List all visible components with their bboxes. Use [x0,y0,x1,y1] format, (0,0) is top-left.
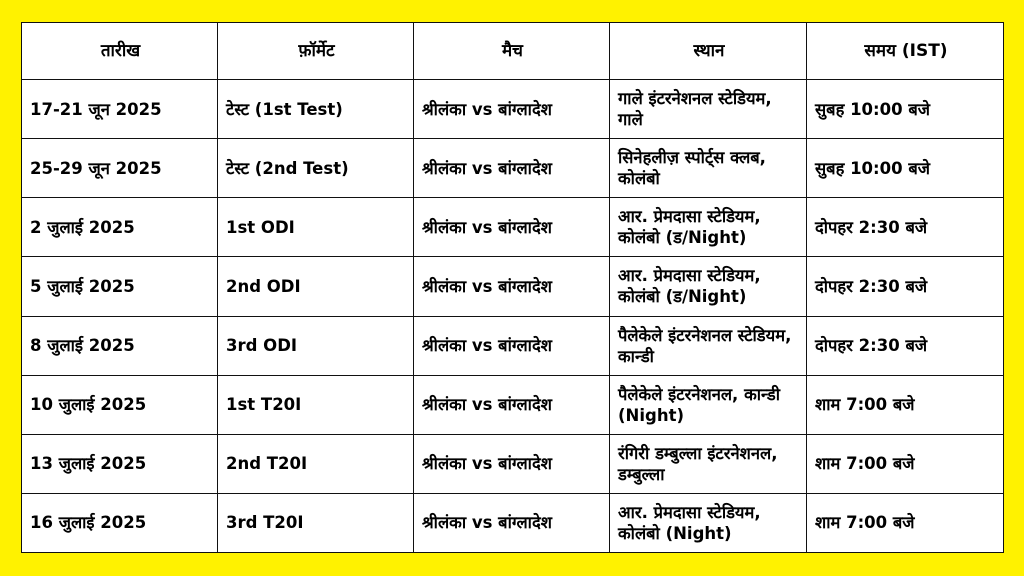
header-match: मैच [414,23,610,80]
cell-venue: गाले इंटरनेशनल स्टेडियम, गाले [610,80,807,139]
cell-date: 16 जुलाई 2025 [22,493,218,552]
cell-venue: पैलेकेले इंटरनेशनल स्टेडियम, कान्डी [610,316,807,375]
cell-venue: आर. प्रेमदासा स्टेडियम, कोलंबो (ड/Night) [610,198,807,257]
cell-format: 2nd ODI [218,257,414,316]
cell-match: श्रीलंका vs बांग्लादेश [414,257,610,316]
cell-venue: आर. प्रेमदासा स्टेडियम, कोलंबो (Night) [610,493,807,552]
header-format: फ़ॉर्मेट [218,23,414,80]
header-venue: स्थान [610,23,807,80]
cell-date: 10 जुलाई 2025 [22,375,218,434]
cell-match: श्रीलंका vs बांग्लादेश [414,434,610,493]
cell-match: श्रीलंका vs बांग्लादेश [414,316,610,375]
table-row [22,198,1004,257]
table-row [22,434,1004,493]
cell-format: 3rd T20I [218,493,414,552]
cell-venue: सिनेहलीज़ स्पोर्ट्स क्लब, कोलंबो [610,139,807,198]
cell-time: सुबह 10:00 बजे [807,139,1004,198]
table-row [22,80,1004,139]
cell-format: 1st ODI [218,198,414,257]
cell-format: 1st T20I [218,375,414,434]
cell-format: टेस्ट (1st Test) [218,80,414,139]
cell-date: 8 जुलाई 2025 [22,316,218,375]
cell-match: श्रीलंका vs बांग्लादेश [414,198,610,257]
table-row [22,139,1004,198]
cell-time: शाम 7:00 बजे [807,493,1004,552]
table-row [22,375,1004,434]
cell-time: शाम 7:00 बजे [807,434,1004,493]
cell-format: टेस्ट (2nd Test) [218,139,414,198]
cell-match: श्रीलंका vs बांग्लादेश [414,139,610,198]
cell-venue: रंगिरी डम्बुल्ला इंटरनेशनल, डम्बुल्ला [610,434,807,493]
cell-time: शाम 7:00 बजे [807,375,1004,434]
cell-match: श्रीलंका vs बांग्लादेश [414,375,610,434]
cell-date: 25-29 जून 2025 [22,139,218,198]
cell-time: दोपहर 2:30 बजे [807,257,1004,316]
schedule-table [21,22,1004,553]
cell-time: दोपहर 2:30 बजे [807,316,1004,375]
table-row [22,316,1004,375]
cell-venue: पैलेकेले इंटरनेशनल, कान्डी (Night) [610,375,807,434]
header-row [22,23,1004,80]
cell-date: 5 जुलाई 2025 [22,257,218,316]
cell-time: दोपहर 2:30 बजे [807,198,1004,257]
cell-match: श्रीलंका vs बांग्लादेश [414,493,610,552]
header-time: समय (IST) [807,23,1004,80]
cell-format: 3rd ODI [218,316,414,375]
header-date: तारीख [22,23,218,80]
cell-date: 17-21 जून 2025 [22,80,218,139]
table-row [22,493,1004,552]
cell-date: 2 जुलाई 2025 [22,198,218,257]
cell-date: 13 जुलाई 2025 [22,434,218,493]
table-row [22,257,1004,316]
schedule-sheet [21,22,1003,553]
cell-format: 2nd T20I [218,434,414,493]
cell-venue: आर. प्रेमदासा स्टेडियम, कोलंबो (ड/Night) [610,257,807,316]
cell-match: श्रीलंका vs बांग्लादेश [414,80,610,139]
cell-time: सुबह 10:00 बजे [807,80,1004,139]
